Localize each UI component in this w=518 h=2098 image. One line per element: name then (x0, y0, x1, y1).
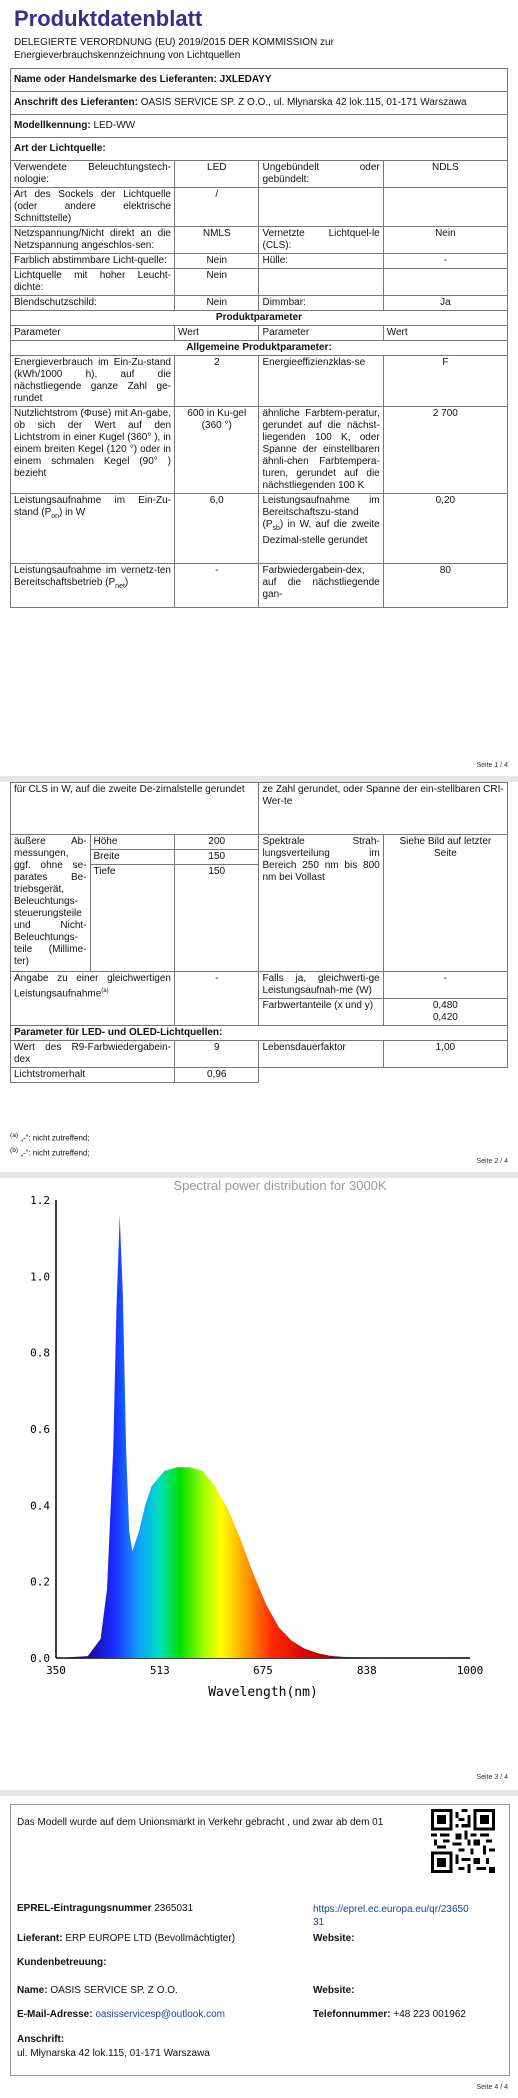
page-1 (0, 0, 518, 776)
params-table-continued (10, 782, 508, 1083)
table-row: Leistungsaufnahme im Ein-Zu-stand $(P_{on})$ in W 6,0 Leistungsaufnahme im Bereitschaftszu-stand $(P_{sb})$ in W, auf die zweite Dezimal-stelle gerundet 0,20 (11, 494, 508, 564)
table-row: Netzspannung/Nicht direkt an die Netzspannung angeschlos-sen: NMLS Vernetzte Lichtquel-le (CLS): Nein (11, 227, 508, 254)
table-row: für CLS in W, auf die zweite De-zimalstelle gerundet ze Zahl gerundet, oder Spanne der ein-stellbaren CRI-Wer-te (11, 783, 508, 835)
footnotes: $^{(a)}$ „-“: nicht zutreffend; $^{(b)}$ „-“: nicht zutreffend; (10, 1132, 90, 1158)
led-params-header: Parameter für LED- und OLED-Lichtquellen: (11, 1026, 508, 1041)
column-header-row: Parameter Wert Parameter Wert (11, 326, 508, 341)
x-tick-label: 675 (253, 1664, 273, 1677)
general-params-header: Allgemeine Produktparameter: (11, 341, 508, 356)
chart-title: Spectral power distribution for 3000K (173, 1178, 387, 1193)
table-row: Lichtstromerhalt 0,96 (11, 1068, 508, 1083)
support-address: Anschrift: ul. Młynarska 42 lok.115, 01-171 Warszawa (17, 2034, 210, 2059)
table-row: Breite 150 (11, 850, 508, 865)
spectrum-area (56, 1215, 470, 1658)
table-row: Verwendete Beleuchtungstech-nologie: LED Ungebündelt oder gebündelt: NDLS (11, 161, 508, 188)
table-row: Farbwertanteile (x und y) 0,480 0,420 (11, 999, 508, 1026)
table-row: Energieverbrauch im Ein-Zu-stand (kWh/1000 h), auf die nächstliegende ganze Zahl ge-rundet 2 Energieeffizienzklas-se F (11, 356, 508, 407)
y-ticks (30, 1194, 50, 1665)
y-tick-label: 0.4 (30, 1499, 50, 1513)
y-tick-label: 1.0 (30, 1270, 50, 1284)
website-label-2: Website: (313, 1985, 355, 1996)
document-title: Produktdatenblatt (14, 6, 203, 31)
page-2 (0, 782, 518, 1172)
email-link[interactable]: oasisservicesp@outlook.com (95, 2009, 226, 2020)
product-params-header: Produktparameter (11, 311, 508, 326)
page-number: Seite 4 / 4 (476, 2084, 508, 2091)
table-row: Tiefe 150 (11, 865, 508, 972)
page-3 (0, 1178, 518, 1790)
table-row: Lichtquelle mit hoher Leucht-dichte: Nein (11, 269, 508, 296)
customer-support-label: Kundenbetreuung: (17, 1957, 107, 1968)
brand-row: Name oder Handelsmarke des Lieferanten: JXLEDAYY (11, 69, 508, 92)
table-row: Art des Sockels der Lichtquelle (oder andere elektrische Schnittstelle) / (11, 188, 508, 227)
declaration-box (10, 1804, 510, 2076)
light-source-header: Art der Lichtquelle: (11, 138, 508, 161)
x-tick-label: 838 (356, 1664, 377, 1677)
page-4 (0, 1796, 518, 2098)
spectral-power-chart (0, 1178, 518, 1790)
table-row: Angabe zu einer gleichwertigen Leistungsaufnahme$^{(a)}$ - Falls ja, gleichwerti-ge Leistungsaufnah-me (W) - (11, 972, 508, 999)
support-email: E-Mail-Adresse: oasisservicesp@outlook.com (17, 2009, 226, 2020)
x-ticks (46, 1664, 483, 1677)
address-row: Anschrift des Lieferanten: OASIS SERVICE SP. Z O.O., ul. Młynarska 42 lok.115, 01-171 Warszawa (11, 92, 508, 115)
table-row: Leistungsaufnahme im vernetz-ten Bereitschaftsbetrieb $(P_{net})$ - Farbwiedergabein-dex, auf die nächstliegende gan- 80 (11, 564, 508, 608)
table-row: Wert des R9-Farbwiedergabein-dex 9 Lebensdauerfaktor 1,00 (11, 1041, 508, 1068)
eprel-link[interactable]: https://eprel.ec.europa.eu/qr/2365031 (313, 1904, 469, 1928)
page-number: Seite 1 / 4 (476, 762, 508, 769)
x-tick-label: 350 (46, 1664, 66, 1677)
y-tick-label: 0.0 (30, 1652, 50, 1665)
page-number: Seite 2 / 4 (476, 1158, 508, 1165)
support-name: Name: OASIS SERVICE SP. Z O.O. (17, 1985, 178, 1996)
x-axis-label: Wavelength(nm) (208, 1685, 318, 1700)
x-tick-label: 513 (149, 1664, 170, 1677)
table-row: äußere Ab-messungen, ggf. ohne se-parates Be-triebsgerät, Beleuchtungs-steuerungsteile und Nicht-Beleuchtungs-teile (Millime-ter) Höhe 200 Spektrale Strah-lungsverteilung im Bereich 250 nm bis 800 nm bei Vollast Siehe Bild auf letzter Seite (11, 835, 508, 850)
y-tick-label: 0.2 (30, 1575, 50, 1589)
general-info-table (10, 68, 508, 608)
website-label: Website: (313, 1933, 355, 1944)
eprel-number: EPREL-Eintragungsnummer 2365031 (17, 1903, 194, 1914)
x-tick-label: 1000 (456, 1664, 484, 1677)
table-row: Farblich abstimmbare Licht-quelle: Nein Hülle: - (11, 254, 508, 269)
market-intro: Das Modell wurde auf dem Unionsmarkt in Verkehr gebracht , und zwar ab dem 01 (17, 1817, 384, 1828)
model-row: Modellkennung: LED-WW (11, 115, 508, 138)
table-row: Blendschutzschild: Nein Dimmbar: Ja (11, 296, 508, 311)
y-tick-label: 0.8 (30, 1346, 50, 1360)
support-phone: Telefonnummer: +48 223 001962 (313, 2009, 466, 2020)
supplier: Lieferant: ERP EUROPE LTD (Bevollmächtigter) (17, 1933, 236, 1944)
regulation-text: DELEGIERTE VERORDNUNG (EU) 2019/2015 DER KOMMISSION zur Energieverbrauchskennzeichnung von Lichtquellen (14, 37, 334, 61)
qr-code-icon (431, 1809, 495, 1873)
page-number: Seite 3 / 4 (476, 1774, 508, 1781)
y-tick-label: 0.6 (30, 1423, 50, 1436)
y-tick-label: 1.2 (30, 1194, 50, 1207)
table-row: Nutzlichtstrom (Φuse) mit An-gabe, ob sich der Wert auf den Lichtstrom in einer Kugel (360° ), in einem breiten Kegel (120 °) oder in einem schmalen Kegel (90° ) bezieht 600 in Ku-gel (360 °) ähnliche Farbtem-peratur, gerundet auf die nächst-liegenden 100 K, oder Spanne der einstellbaren ähnli-chen Farbtempera-turen, gerundet auf die nächstliegenden 100 K 2 700 (11, 407, 508, 494)
